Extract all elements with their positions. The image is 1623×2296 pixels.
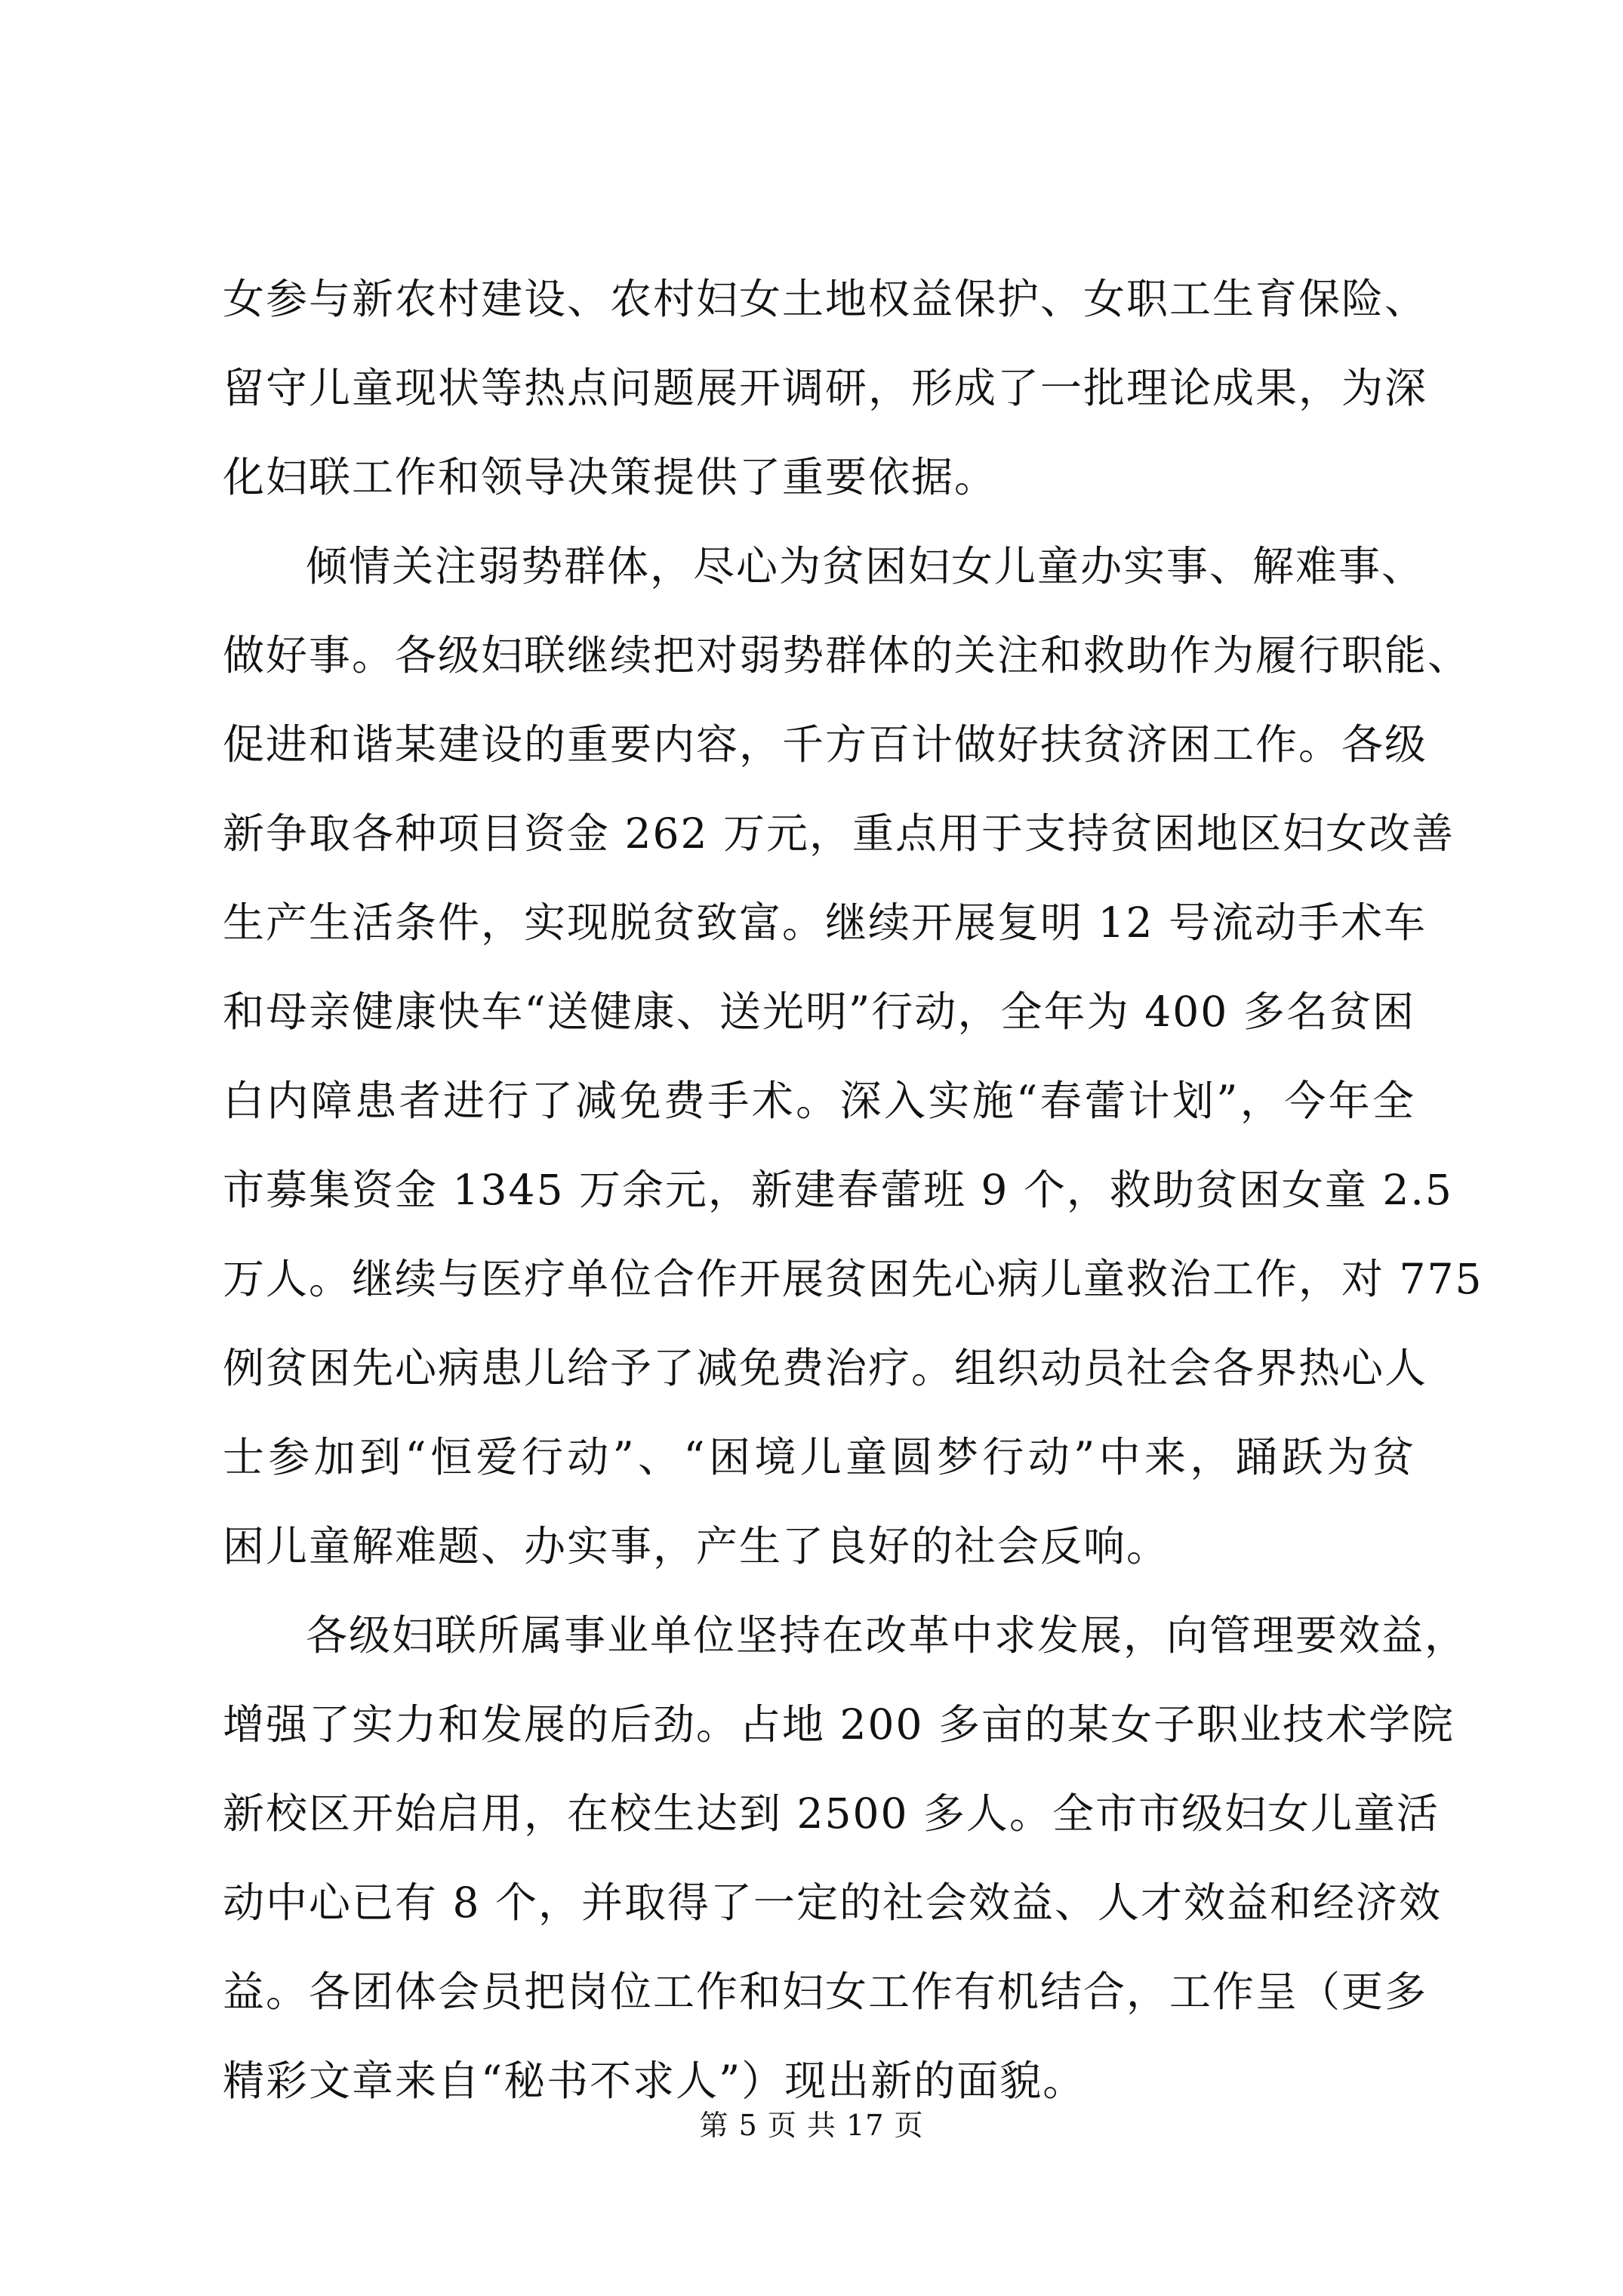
paragraph-2 (223, 522, 1483, 1591)
document-body (223, 254, 1483, 2125)
text-line: 增强了实力和发展的后劲。占地 200 多亩的某女子职业技术学院 (223, 1700, 1455, 1749)
paragraph-1 (223, 254, 1428, 522)
text-line: 万人。继续与医疗单位合作开展贫困先心病儿童救治工作，对 775 (223, 1255, 1483, 1303)
text-line: 例贫困先心病患儿给予了减免费治疗。组织动员社会各界热心人 (223, 1344, 1428, 1392)
text-line: 精彩文章来自“秘书不求人”）现出新的面貌。 (223, 2057, 1086, 2105)
text-line: 动中心已有 8 个，并取得了一定的社会效益、人才效益和经济效 (223, 1878, 1442, 1927)
text-line: 促进和谐某建设的重要内容，千方百计做好扶贫济困工作。各级 (223, 720, 1428, 769)
page-number-footer: 第 5 页 共 17 页 (699, 2109, 924, 2142)
text-line: 各级妇联所属事业单位坚持在改革中求发展，向管理要效益， (306, 1611, 1468, 1660)
text-line: 做好事。各级妇联继续把对弱势群体的关注和救助作为履行职能、 (223, 631, 1471, 680)
text-line: 白内障患者进行了减免费手术。深入实施“春蕾计划”，今年全 (223, 1077, 1415, 1125)
text-line: 困儿童解难题、办实事，产生了良好的社会反响。 (223, 1522, 1170, 1570)
text-line: 倾情关注弱势群体，尽心为贫困妇女儿童办实事、解难事、 (306, 542, 1425, 590)
text-line: 生产生活条件，实现脱贫致富。继续开展复明 12 号流动手术车 (223, 898, 1427, 947)
paragraph-3 (223, 1591, 1468, 2125)
text-line: 市募集资金 1345 万余元，新建春蕾班 9 个，救助贫困女童 2.5 (223, 1166, 1453, 1214)
text-line: 新争取各种项目资金 262 万元，重点用于支持贫困地区妇女改善 (223, 809, 1455, 858)
text-line: 新校区开始启用，在校生达到 2500 多人。全市市级妇女儿童活 (223, 1789, 1440, 1838)
text-line: 和母亲健康快车“送健康、送光明”行动，全年为 400 多名贫困 (223, 988, 1415, 1036)
text-line: 士参加到“恒爱行动”、“困境儿童圆梦行动”中来，踊跃为贫 (223, 1433, 1415, 1481)
text-line: 留守儿童现状等热点问题展开调研，形成了一批理论成果，为深 (223, 364, 1428, 412)
text-line: 益。各团体会员把岗位工作和妇女工作有机结合，工作呈（更多 (223, 1968, 1428, 2016)
text-line: 化妇联工作和领导决策提供了重要依据。 (223, 453, 998, 501)
text-line: 女参与新农村建设、农村妇女土地权益保护、女职工生育保险、 (223, 275, 1428, 323)
